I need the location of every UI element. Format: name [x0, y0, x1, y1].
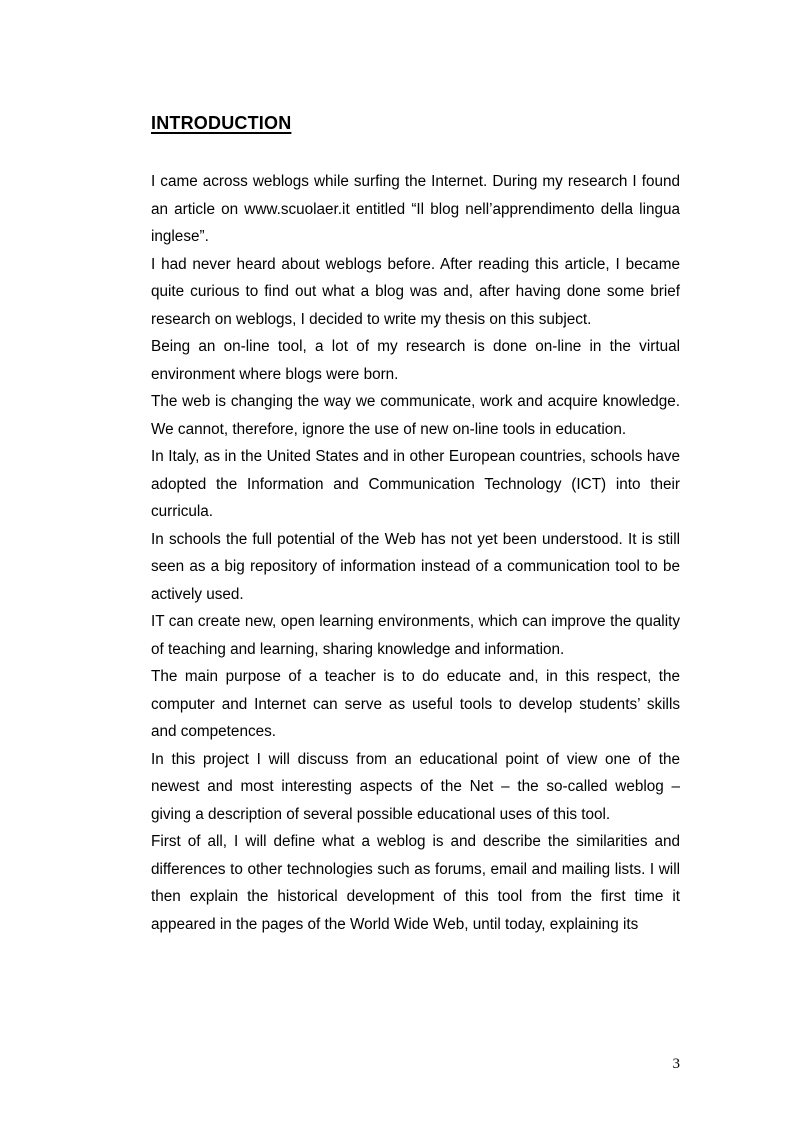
paragraph: Being an on-line tool, a lot of my research is done on-line in the virtual environment where blogs were born.: [151, 338, 680, 383]
paragraph: In schools the full potential of the Web has not yet been understood. It is still seen as a big repository of information instead of a communication tool to be actively used.: [151, 530, 680, 603]
paragraph: In this project I will discuss from an educational point of view one of the newest and most interesting aspects of the Net – the so-called weblog – giving a description of several possible educational uses of this tool.: [151, 750, 680, 823]
paragraph: The main purpose of a teacher is to do educate and, in this respect, the computer and Internet can serve as useful tools to develop students’ skills and competences.: [151, 668, 680, 740]
page-number: 3: [672, 1056, 680, 1072]
paragraph: The web is changing the way we communicate, work and acquire knowledge. We cannot, therefore, ignore the use of new on-line tools in education.: [151, 393, 680, 438]
body-text: [151, 168, 680, 938]
section-heading: INTRODUCTION: [151, 113, 292, 133]
paragraph: First of all, I will define what a weblog is and describe the similarities and differences to other technologies such as forums, email and mailing lists. I will then explain the historical development of this tool from the first time it appeared in the pages of the World Wide Web, until today, explaining its: [151, 833, 680, 933]
paragraph: I came across weblogs while surfing the Internet. During my research I found an article on www.scuolaer.it entitled “Il blog nell’apprendimento della lingua inglese”.: [151, 173, 680, 245]
paragraph: IT can create new, open learning environments, which can improve the quality of teaching and learning, sharing knowledge and information.: [151, 613, 680, 658]
paragraph: In Italy, as in the United States and in other European countries, schools have adopted the Information and Communication Technology (ICT) into their curricula.: [151, 448, 680, 520]
paragraph: I had never heard about weblogs before. After reading this article, I became quite curious to find out what a blog was and, after having done some brief research on weblogs, I decided to write my thesis on this subject.: [151, 255, 680, 328]
